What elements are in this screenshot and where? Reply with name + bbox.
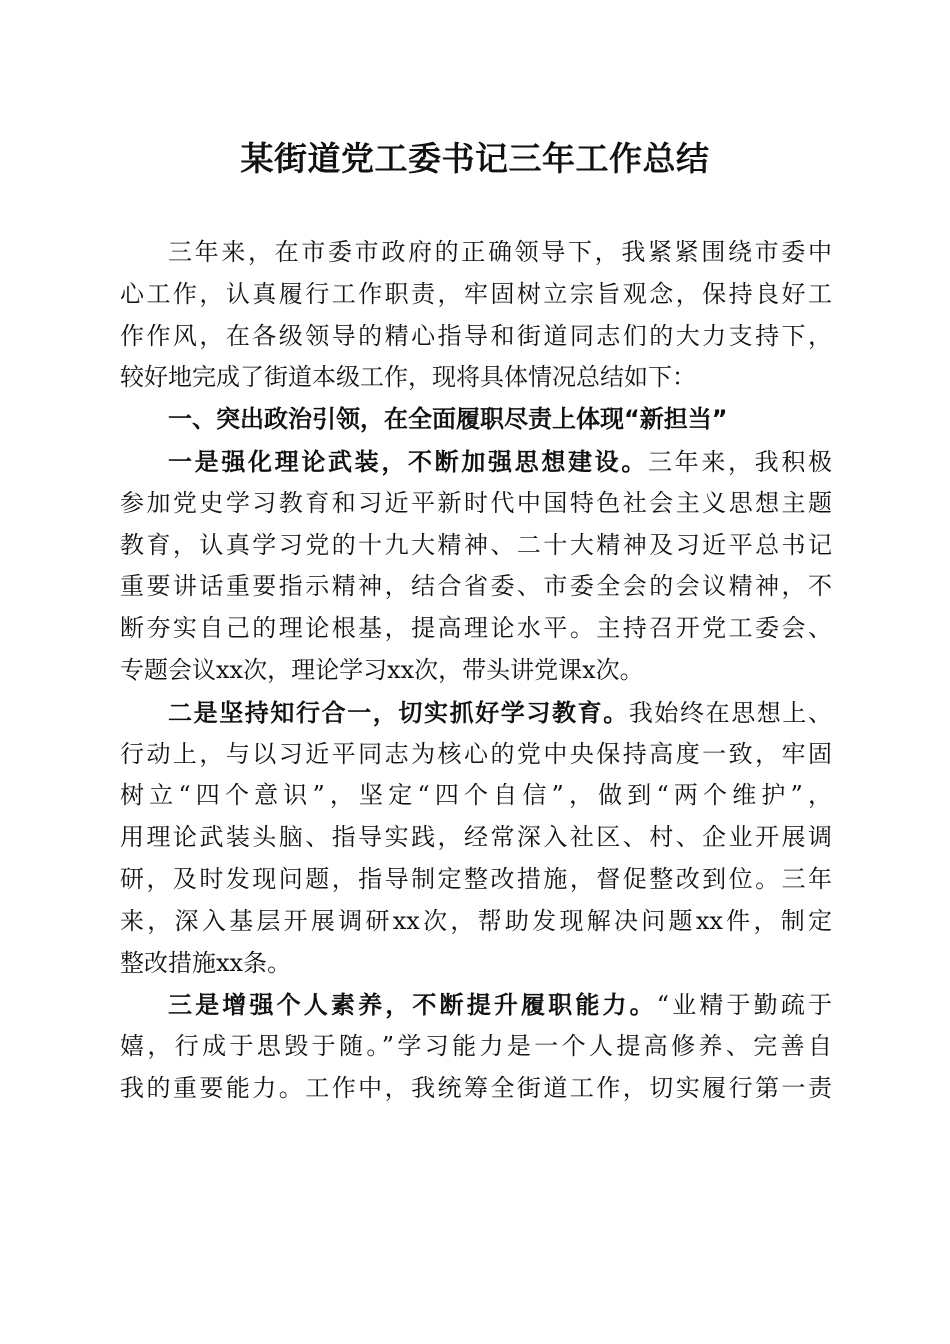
paragraph-line: 我的重要能力。工作中，我统筹全街道工作，切实履行第一责 xyxy=(120,1073,832,1102)
paragraph-text: 我始终在思想上、 xyxy=(628,698,832,727)
paragraph-line xyxy=(120,984,832,1026)
intro-line: 三年来，在市委市政府的正确领导下，我紧紧围绕市委中 xyxy=(168,238,832,266)
paragraph-line: 嬉，行成于思毁于随。”学习能力是一个人提高修养、完善自 xyxy=(120,1032,832,1061)
paragraph-lead: 二是坚持知行合一，切实抓好学习教育。 xyxy=(168,697,629,727)
paragraph-line: 断夯实自己的理论根基，提高理论水平。主持召开党工委会、 xyxy=(120,614,832,643)
paragraph-line: 行动上，与以习近平同志为核心的党中央保持高度一致，牢固 xyxy=(120,739,832,768)
paragraph-line xyxy=(120,441,832,483)
paragraph-line: 整改措施xx条。 xyxy=(120,948,292,977)
paragraph-line: 参加党史学习教育和习近平新时代中国特色社会主义思想主题 xyxy=(120,488,832,517)
paragraph-line xyxy=(120,692,832,734)
paragraph-text: 三年来，我积极 xyxy=(648,447,832,476)
section-heading: 一、突出政治引领，在全面履职尽责上体现“新担当” xyxy=(168,405,728,434)
paragraph-line: 专题会议xx次，理论学习xx次，带头讲党课x次。 xyxy=(120,655,644,684)
paragraph-text: “业精于勤疏于 xyxy=(656,991,832,1020)
paragraph-line: 教育，认真学习党的十九大精神、二十大精神及习近平总书记 xyxy=(120,530,832,559)
intro-line: 心工作，认真履行工作职责，牢固树立宗旨观念，保持良好工 xyxy=(120,279,832,308)
document-title: 某街道党工委书记三年工作总结 xyxy=(240,139,710,178)
paragraph-line: 树立“四个意识”，坚定“四个自信”，做到“两个维护”， xyxy=(120,781,832,810)
paragraph-lead: 一是强化理论武装，不断加强思想建设。 xyxy=(168,446,648,476)
paragraph-lead: 三是增强个人素养，不断提升履职能力。 xyxy=(168,990,657,1020)
paragraph-line: 重要讲话重要指示精神，结合省委、市委全会的会议精神，不 xyxy=(120,572,832,601)
document-body xyxy=(120,232,832,1110)
paragraph-line: 来，深入基层开展调研xx次，帮助发现解决问题xx件，制定 xyxy=(120,906,832,935)
paragraph-line: 用理论武装头脑、指导实践，经常深入社区、村、企业开展调 xyxy=(120,823,832,852)
intro-line: 较好地完成了街道本级工作，现将具体情况总结如下： xyxy=(120,363,696,392)
intro-line: 作作风，在各级领导的精心指导和街道同志们的大力支持下， xyxy=(120,321,832,350)
paragraph-line: 研，及时发现问题，指导制定整改措施，督促整改到位。三年 xyxy=(120,864,832,893)
